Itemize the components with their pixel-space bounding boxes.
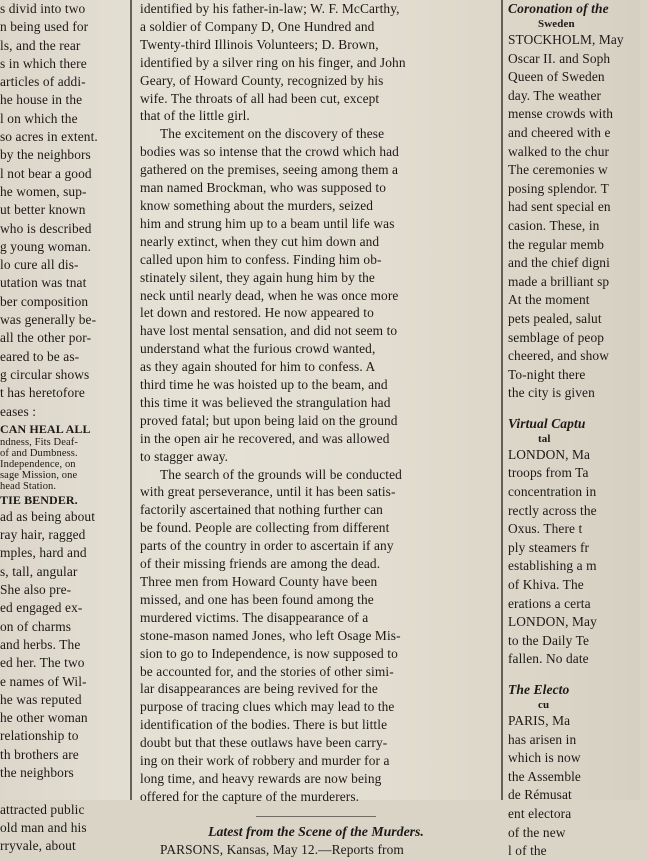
text-line: semblage of peop: [508, 329, 605, 345]
text-line: She also pre-: [0, 582, 72, 598]
text-line: LONDON, May: [508, 614, 597, 630]
text-line: he house in the: [0, 92, 83, 108]
text-line: head Station.: [0, 480, 57, 492]
text-line: mense crowds with: [508, 106, 614, 122]
text-line: as they again shouted for him to confess. A: [140, 359, 376, 375]
text-line: factorily ascertained that nothing further can: [140, 502, 383, 518]
left-column-text: [0, 0, 126, 855]
text-line: erations a certa: [508, 595, 591, 611]
text-line: proved fatal; but upon being laid on the ground: [140, 412, 398, 428]
text-line: utation was tnat: [0, 275, 87, 291]
text-line: s, tall, angular: [0, 563, 78, 579]
text-line: fallen. No date: [508, 651, 589, 667]
text-line: offered for the capture of the murderers.: [140, 788, 360, 804]
text-line: lo cure all dis-: [0, 257, 79, 273]
text-line: Twenty-third Illinois Volunteers; D. Brown,: [140, 36, 379, 52]
text-line: g circular shows: [0, 366, 90, 382]
text-line: of and Dumbness.: [0, 447, 78, 459]
text-line: be accounted for, and the stories of other simi-: [140, 663, 394, 679]
text-line: murdered victims. The disappearance of a: [140, 609, 369, 625]
text-line: have lost mental sensation, and did not seem to: [140, 323, 398, 339]
text-line: made a brilliant sp: [508, 273, 610, 289]
text-line: called upon him to confess. Finding him ob-: [140, 251, 382, 267]
text-line: posing splendor. T: [508, 180, 609, 196]
text-line: the neighbors: [0, 764, 74, 780]
text-line: that of the little girl.: [140, 108, 250, 124]
text-line: cheered, and show: [508, 348, 609, 364]
text-line: identification of the bodies. There is but little: [140, 717, 388, 733]
text-line: CAN HEAL ALL: [0, 421, 91, 436]
text-line: old man and his: [0, 819, 87, 835]
text-line: the regular memb: [508, 236, 605, 252]
text-line: long time, and heavy rewards are now being: [140, 770, 382, 786]
text-line: g young woman.: [0, 238, 92, 254]
text-line: he other woman: [0, 710, 88, 726]
text-line: [0, 782, 126, 800]
text-line: the Assemble: [508, 768, 581, 784]
text-line: cu: [538, 699, 550, 711]
text-line: s in which there: [0, 55, 87, 71]
text-line: day. The weather: [508, 87, 602, 103]
text-line: relationship to: [0, 728, 79, 744]
text-line: l of the: [508, 843, 547, 859]
text-line: ing on their work of robbery and murder for a: [140, 753, 390, 769]
text-line: [508, 403, 648, 415]
text-line: sage Mission, one: [0, 469, 78, 481]
column-rule-right: [501, 0, 503, 800]
text-line: troops from Ta: [508, 465, 589, 481]
text-line: e names of Wil-: [0, 673, 87, 689]
text-line: he women, sup-: [0, 183, 87, 199]
text-line: n being used for: [0, 19, 89, 35]
text-line: Oscar II. and Soph: [508, 50, 611, 66]
text-line: Independence, on: [0, 458, 76, 470]
right-column: [508, 0, 648, 859]
text-line: so acres in extent.: [0, 129, 98, 145]
text-line: identified by his father-in-law; W. F. McCarthy,: [140, 1, 400, 16]
text-line: t has heretofore: [0, 385, 85, 401]
text-line: Coronation of the: [508, 1, 609, 16]
text-line: pets pealed, salut: [508, 310, 602, 326]
text-line: purpose of tracing clues which may lead to the: [140, 699, 395, 715]
text-line: rectly across the: [508, 502, 597, 518]
text-line: [508, 669, 648, 681]
text-line: ray hair, ragged: [0, 527, 86, 543]
text-line: man named Brockman, who was supposed to: [140, 180, 387, 196]
section-divider: [256, 816, 376, 817]
text-line: At the moment: [508, 292, 590, 308]
text-line: gathered on the premises, seeing among them a: [140, 162, 399, 178]
text-line: which is now: [508, 750, 581, 766]
text-line: PARIS, Ma: [508, 713, 571, 728]
text-line: ls, and the rear: [0, 37, 81, 53]
middle-column-body: [136, 0, 496, 806]
text-line: stone-mason named Jones, who left Osage Mis-: [140, 627, 401, 643]
text-line: by the neighbors: [0, 147, 91, 163]
text-line: know something about the murders, seized: [140, 197, 374, 213]
column-rule-left: [130, 0, 132, 800]
text-line: attracted public: [0, 801, 85, 817]
text-line: all the other por-: [0, 330, 92, 346]
text-line: identified by a silver ring on his finger, and John: [140, 54, 406, 70]
text-line: Sweden: [538, 18, 575, 30]
text-line: The excitement on the discovery of these: [160, 126, 385, 142]
text-line: ndness, Fits Deaf-: [0, 436, 78, 448]
text-line: ed her. The two: [0, 655, 85, 671]
text-line: of Khiva. The: [508, 577, 584, 593]
text-line: th brothers are: [0, 746, 79, 762]
text-line: parts of the country in order to ascertain if any: [140, 538, 394, 554]
text-line: concentration in: [508, 484, 597, 500]
text-line: he was reputed: [0, 691, 82, 707]
text-line: this time it was believed the strangulation had: [140, 394, 391, 410]
text-line: LONDON, Ma: [508, 446, 591, 462]
text-line: l on which the: [0, 110, 78, 126]
right-column-text: [508, 0, 648, 861]
text-line: ut better known: [0, 202, 86, 218]
text-line: on of charms: [0, 618, 72, 634]
text-line: Geary, of Howard County, recognized by his: [140, 72, 384, 88]
text-line: l not bear a good: [0, 165, 92, 181]
text-line: was generally be-: [0, 312, 97, 328]
text-line: third time he was hoisted up to the beam, and: [140, 377, 388, 393]
text-line: a soldier of Company D, One Hundred and: [140, 18, 375, 34]
text-line: rryvale, about: [0, 838, 76, 854]
text-line: and the chief digni: [508, 255, 610, 271]
text-line: ent electora: [508, 805, 572, 821]
text-line: casion. These, in: [508, 217, 600, 233]
text-line: nearly extinct, when they cut him down and: [140, 233, 380, 249]
text-line: doubt but that these outlaws have been carry-: [140, 735, 388, 751]
text-line: in the open air he recovered, and was allowed: [140, 430, 390, 446]
text-line: neck until nearly dead, when he was once more: [140, 287, 399, 303]
text-line: ber composition: [0, 293, 89, 309]
text-line: The Electo: [508, 682, 570, 697]
text-line: mples, hard and: [0, 545, 87, 561]
text-line: ad as being about: [0, 508, 96, 524]
text-line: ply steamers fr: [508, 539, 590, 555]
text-line: be found. People are collecting from different: [140, 520, 390, 536]
text-line: who is described: [0, 220, 92, 236]
text-line: stinately silent, they again hung him by the: [140, 269, 375, 285]
text-line: TIE BENDER.: [0, 492, 78, 507]
text-line: lar disappearances are being revived for the: [140, 681, 378, 697]
text-line: Queen of Sweden: [508, 69, 605, 85]
text-line: ed engaged ex-: [0, 600, 83, 616]
text-line: and cheered with e: [508, 124, 611, 140]
text-line: let down and restored. He now appeared to: [140, 305, 374, 321]
text-line: had sent special en: [508, 199, 611, 215]
text-line: to the Daily Te: [508, 632, 590, 648]
text-line: has arisen in: [508, 731, 577, 747]
text-line: Virtual Captu: [508, 415, 586, 431]
text-line: To-night there: [508, 366, 586, 382]
text-line: understand what the furious crowd wanted,: [140, 341, 376, 357]
text-line: and herbs. The: [0, 636, 81, 652]
text-line: de Rémusat: [508, 787, 572, 803]
text-line: the city is given: [508, 385, 595, 401]
text-line: The search of the grounds will be conducted: [160, 466, 402, 482]
middle-column: [136, 0, 496, 857]
text-line: with great perseverance, until it has been satis-: [140, 484, 396, 500]
text-line: walked to the chur: [508, 143, 610, 159]
text-line: articles of addi-: [0, 74, 86, 90]
text-line: missed, and one has been found among the: [140, 591, 374, 607]
text-line: eases :: [0, 403, 37, 419]
text-line: of the new: [508, 824, 566, 840]
text-line: STOCKHOLM, May: [508, 32, 624, 47]
text-line: Three men from Howard County have been: [140, 574, 378, 589]
text-line: of their missing friends are among the dead.: [140, 556, 381, 572]
text-line: him and strung him up to a beam until life was: [140, 215, 395, 231]
text-line: The ceremonies w: [508, 162, 608, 178]
text-line: establishing a m: [508, 558, 597, 574]
text-line: to stagger away.: [140, 448, 229, 464]
text-line: s divid into two: [0, 1, 86, 16]
text-line: sion to go to Independence, is now supposed to: [140, 645, 398, 661]
text-line: Oxus. There t: [508, 521, 583, 537]
left-column: [0, 0, 126, 854]
subheading: Latest from the Scene of the Murders.: [208, 823, 424, 839]
text-line: bodies was so intense that the crowd which had: [140, 144, 399, 160]
text-line: wife. The throats of all had been cut, except: [140, 90, 380, 106]
text-line: tal: [538, 432, 551, 445]
text-line: eared to be as-: [0, 348, 80, 364]
dateline: PARSONS, Kansas, May 12.—Reports from: [160, 841, 404, 857]
